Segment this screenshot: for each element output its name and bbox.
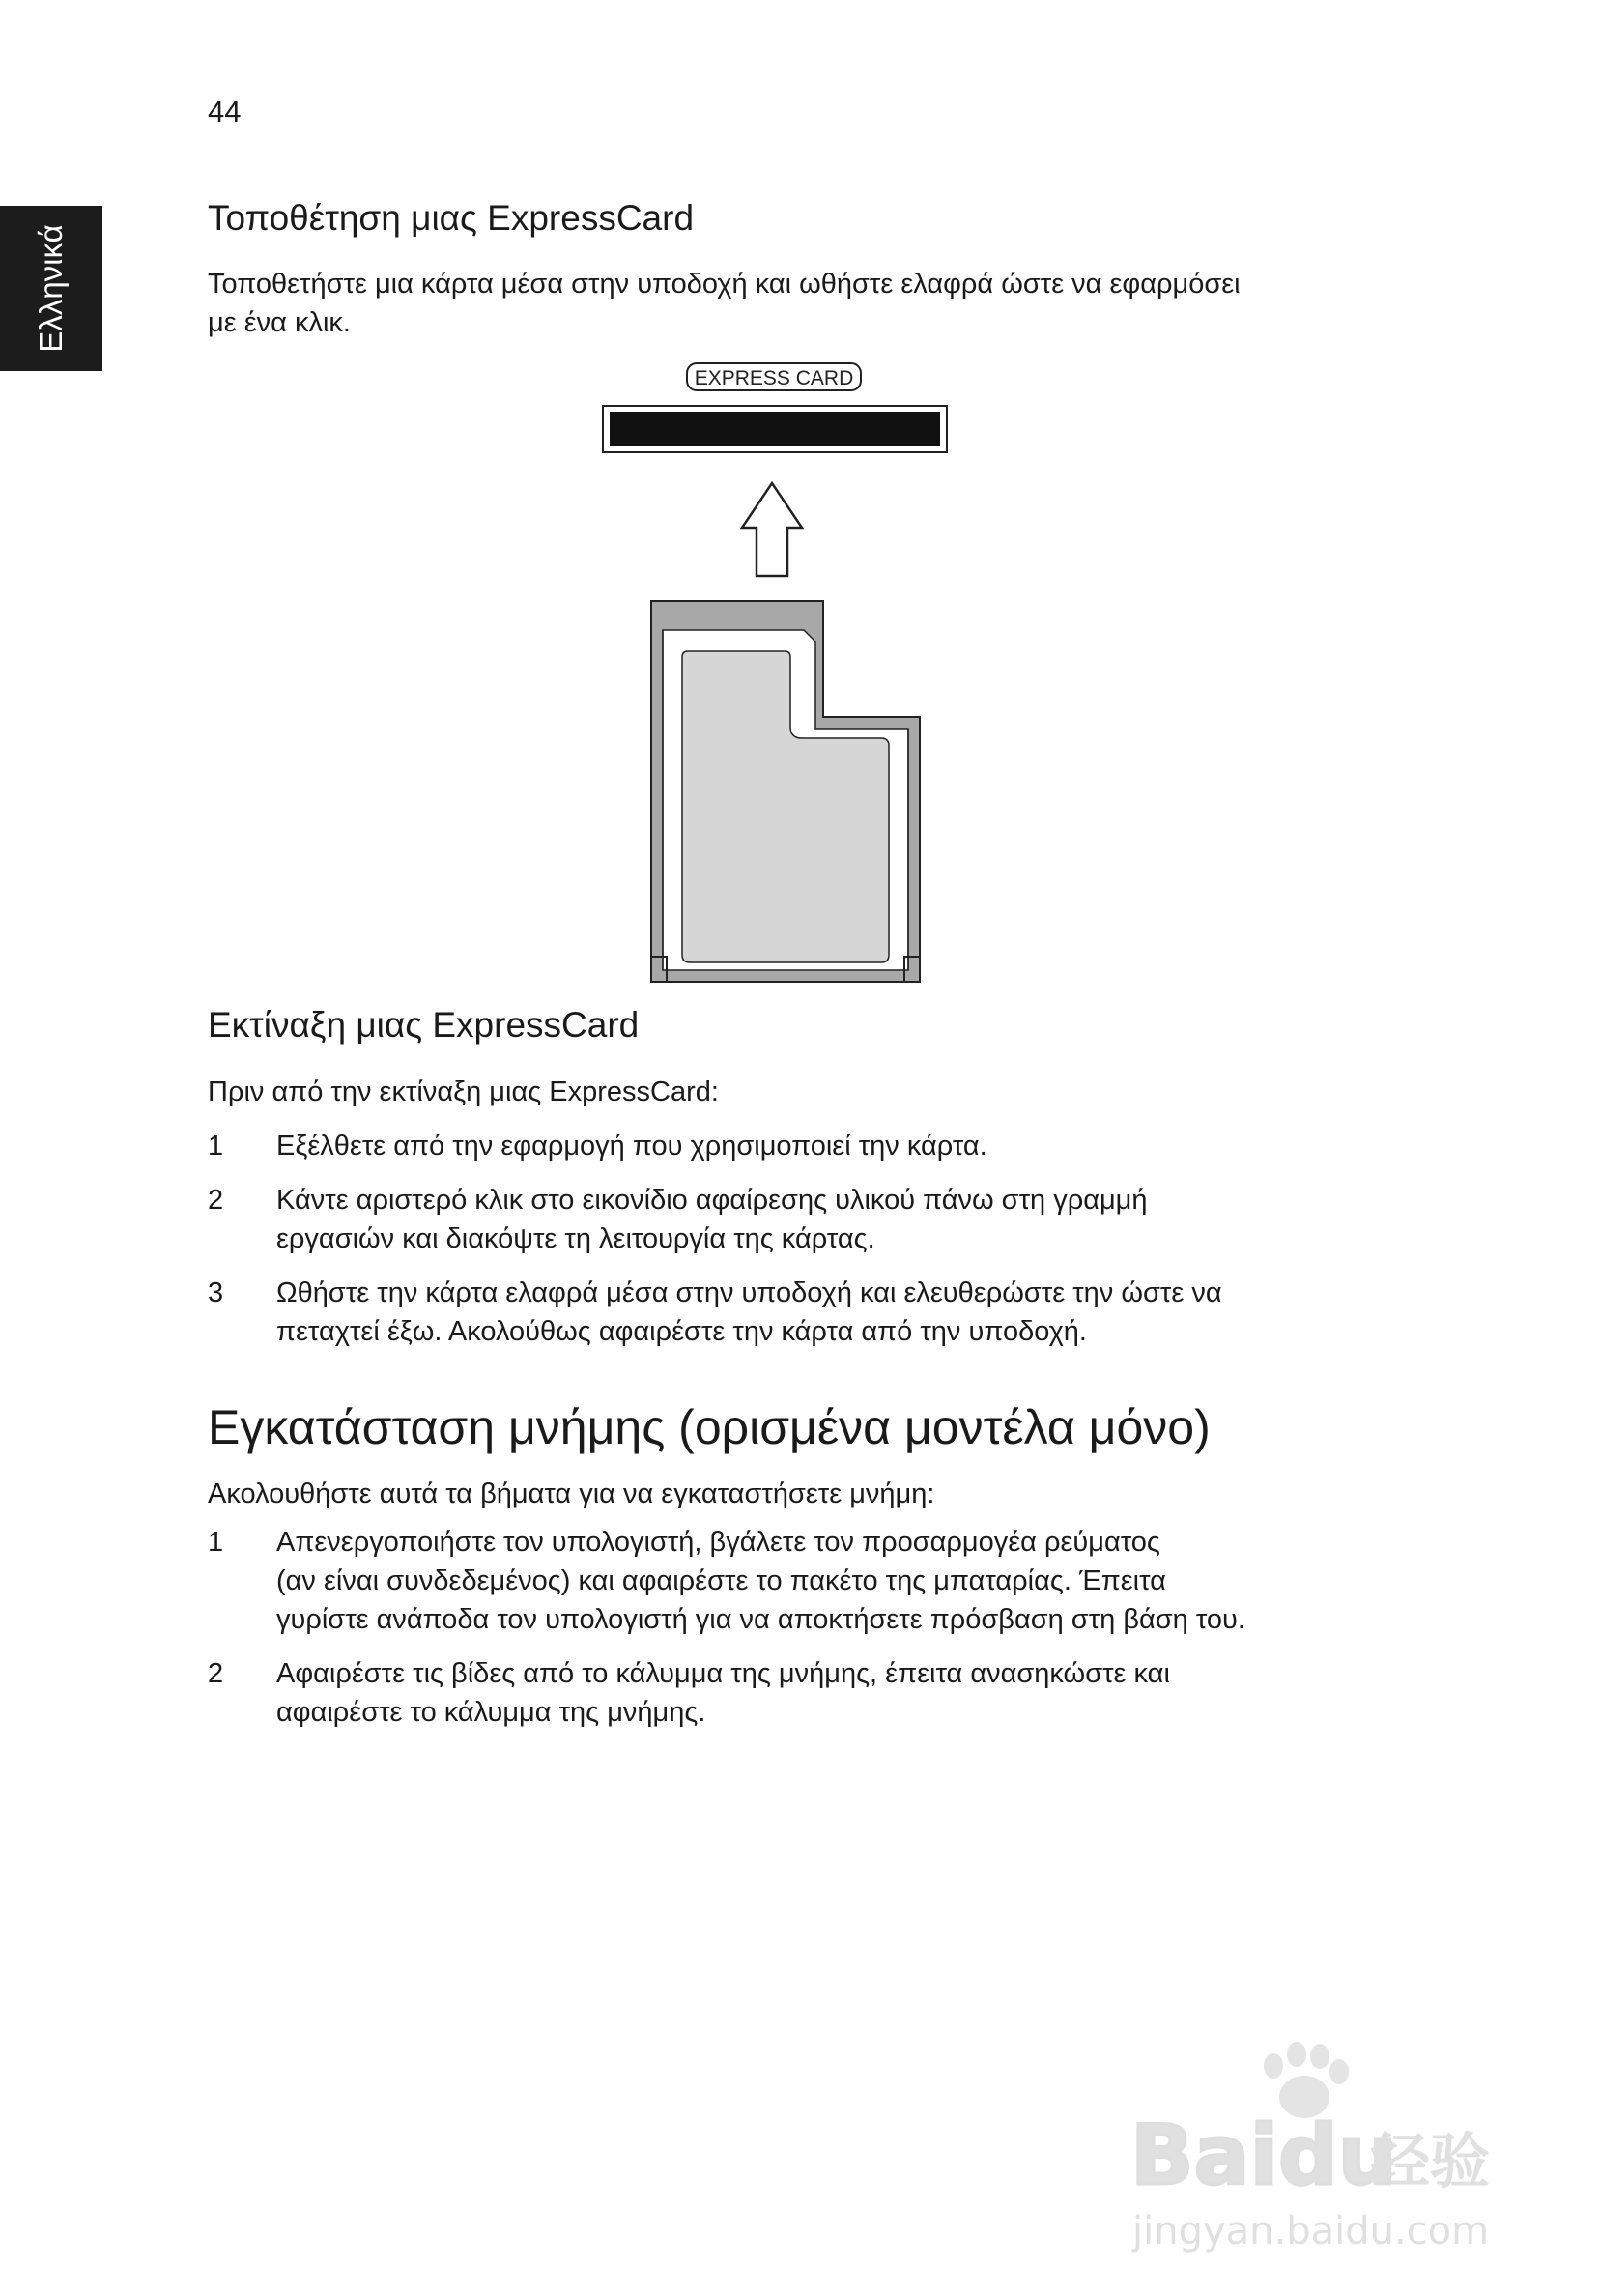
baidu-watermark <box>1111 2029 1517 2261</box>
memory-step-1-line-1: Απενεργοποιήστε τον υπολογιστή, βγάλετε τον προσαρμογέα ρεύματος <box>276 1527 1160 1558</box>
section-heading-insert: Τοποθέτηση μιας ExpressCard <box>208 198 695 238</box>
memory-step-2-line-2: αφαιρέστε το κάλυμμα της μνήμης. <box>276 1697 706 1728</box>
memory-step-1-number: 1 <box>208 1527 224 1558</box>
watermark-url: jingyan.baidu.com <box>1132 2209 1490 2253</box>
memory-intro: Ακολουθήστε αυτά τα βήματα για να εγκαταστήσετε μνήμη: <box>208 1478 935 1509</box>
eject-step-1-line-1: Εξέλθετε από την εφαρμογή που χρησιμοποιεί την κάρτα. <box>276 1131 987 1162</box>
eject-step-3-number: 3 <box>208 1277 224 1308</box>
expresscard-insertion-illustration <box>570 353 957 995</box>
section-heading-eject: Εκτίναξη μιας ExpressCard <box>208 1005 640 1045</box>
memory-step-2-number: 2 <box>208 1658 224 1689</box>
eject-step-3-line-2: πεταχτεί έξω. Ακολούθως αφαιρέστε την κάρτα από την υποδοχή. <box>276 1316 1087 1347</box>
language-tab <box>0 206 102 371</box>
slot-label-text: EXPRESS CARD <box>694 367 854 389</box>
eject-step-2-line-2: εργασιών και διακόψτε τη λειτουργία της κάρτας. <box>276 1223 875 1254</box>
eject-step-2-number: 2 <box>208 1185 224 1216</box>
card-slot-opening <box>610 412 940 446</box>
section-heading-memory: Εγκατάσταση μνήμης (ορισμένα μοντέλα μόνο) <box>208 1400 1211 1454</box>
insert-body-line-2: με ένα κλικ. <box>208 307 351 338</box>
insert-direction-arrow <box>742 483 802 576</box>
watermark-brand: Baidu <box>1130 2108 1397 2204</box>
eject-step-2-line-1: Κάντε αριστερό κλικ στο εικονίδιο αφαίρεσης υλικού πάνω στη γραμμή <box>276 1185 1148 1216</box>
memory-step-2-line-1: Αφαιρέστε τις βίδες από το κάλυμμα της μνήμης, έπειτα ανασηκώστε και <box>276 1658 1170 1689</box>
memory-step-1-line-2: (αν είναι συνδεδεμένος) και αφαιρέστε το πακέτο της μπαταρίας. Έπειτα <box>276 1565 1166 1596</box>
eject-intro: Πριν από την εκτίναξη μιας ExpressCard: <box>208 1076 719 1107</box>
watermark-cn: 经验 <box>1370 2126 1491 2196</box>
page-number: 44 <box>208 95 242 129</box>
expresscard-label-area <box>682 651 889 962</box>
eject-step-3-line-1: Ωθήστε την κάρτα ελαφρά μέσα στην υποδοχή και ελευθερώστε την ώστε να <box>276 1277 1222 1308</box>
language-tab-label: Ελληνικά <box>33 224 69 353</box>
insert-body-line-1: Τοποθετήστε μια κάρτα μέσα στην υποδοχή και ωθήστε ελαφρά ώστε να εφαρμόσει <box>208 269 1241 300</box>
memory-step-1-line-3: γυρίστε ανάποδα τον υπολογιστή για να αποκτήσετε πρόσβαση στη βάση του. <box>276 1604 1245 1635</box>
eject-step-1-number: 1 <box>208 1131 224 1162</box>
